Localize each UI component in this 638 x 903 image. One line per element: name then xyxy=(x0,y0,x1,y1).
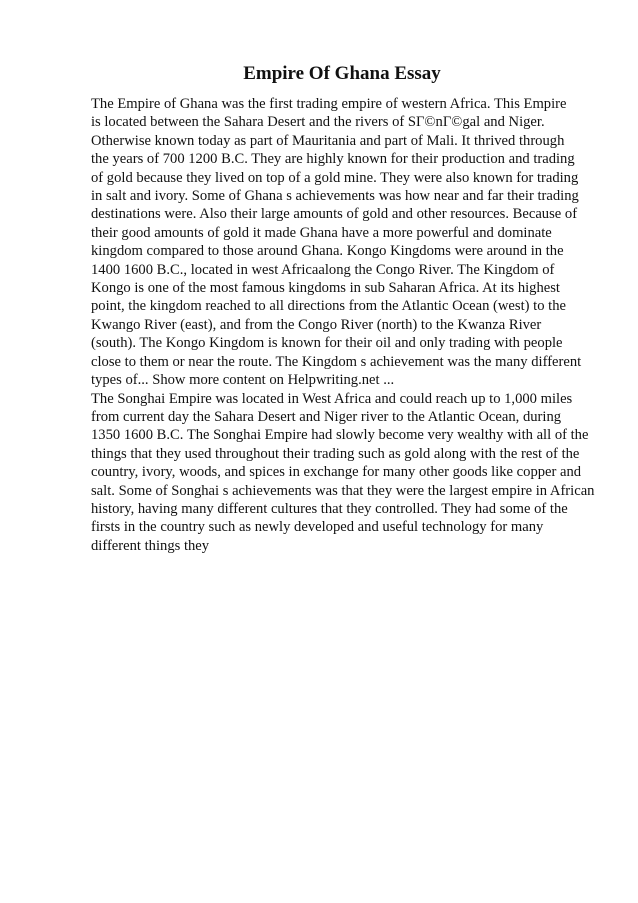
text-line: in salt and ivory. Some of Ghana s achievements was how near and far their trading xyxy=(91,188,579,205)
text-line: point, the kingdom reached to all directions from the Atlantic Ocean (west) to the xyxy=(91,298,566,315)
document-title: Empire Of Ghana Essay xyxy=(243,63,441,84)
text-line: Otherwise known today as part of Mauritania and part of Mali. It thrived through xyxy=(91,132,565,149)
text-line: types of... Show more content on Helpwriting.net ... xyxy=(91,372,395,389)
text-line: firsts in the country such as newly developed and useful technology for many xyxy=(91,519,544,536)
text-line: their good amounts of gold it made Ghana have a more powerful and dominate xyxy=(91,224,552,241)
text-line: 1400 1600 B.C., located in west Africaalong the Congo River. The Kingdom of xyxy=(91,261,555,278)
essay-body xyxy=(91,95,611,555)
text-line: Kongo is one of the most famous kingdoms in sub Saharan Africa. At its highest xyxy=(91,280,560,297)
text-line: kingdom compared to those around Ghana. Kongo Kingdoms were around in the xyxy=(91,243,564,260)
text-line: salt. Some of Songhai s achievements was that they were the largest empire in African xyxy=(91,482,595,499)
text-line: of gold because they lived on top of a gold mine. They were also known for trading xyxy=(91,169,579,186)
text-line: history, having many different cultures that they controlled. They had some of the xyxy=(91,500,568,517)
text-line: Kwango River (east), and from the Congo River (north) to the Kwanza River xyxy=(91,316,542,333)
text-line: things that they used throughout their trading such as gold along with the rest of the xyxy=(91,445,580,462)
text-line: The Empire of Ghana was the first trading empire of western Africa. This Empire xyxy=(91,96,567,112)
text-line: the years of 700 1200 B.C. They are highly known for their production and trading xyxy=(91,151,575,168)
text-line: is located between the Sahara Desert and the rivers of SГ©nГ©gal and Niger. xyxy=(91,114,545,131)
text-line: 1350 1600 B.C. The Songhai Empire had slowly become very wealthy with all of the xyxy=(91,427,589,444)
text-line: from current day the Sahara Desert and Niger river to the Atlantic Ocean, during xyxy=(91,408,562,425)
text-line: different things they xyxy=(91,537,210,554)
text-line: (south). The Kongo Kingdom is known for their oil and only trading with people xyxy=(91,335,563,352)
text-line: country, ivory, woods, and spices in exchange for many other goods like copper and xyxy=(91,464,582,481)
text-line: The Songhai Empire was located in West Africa and could reach up to 1,000 miles xyxy=(91,390,573,407)
text-line: destinations were. Also their large amounts of gold and other resources. Because of xyxy=(91,206,578,223)
text-line: close to them or near the route. The Kingdom s achievement was the many different xyxy=(91,353,582,370)
